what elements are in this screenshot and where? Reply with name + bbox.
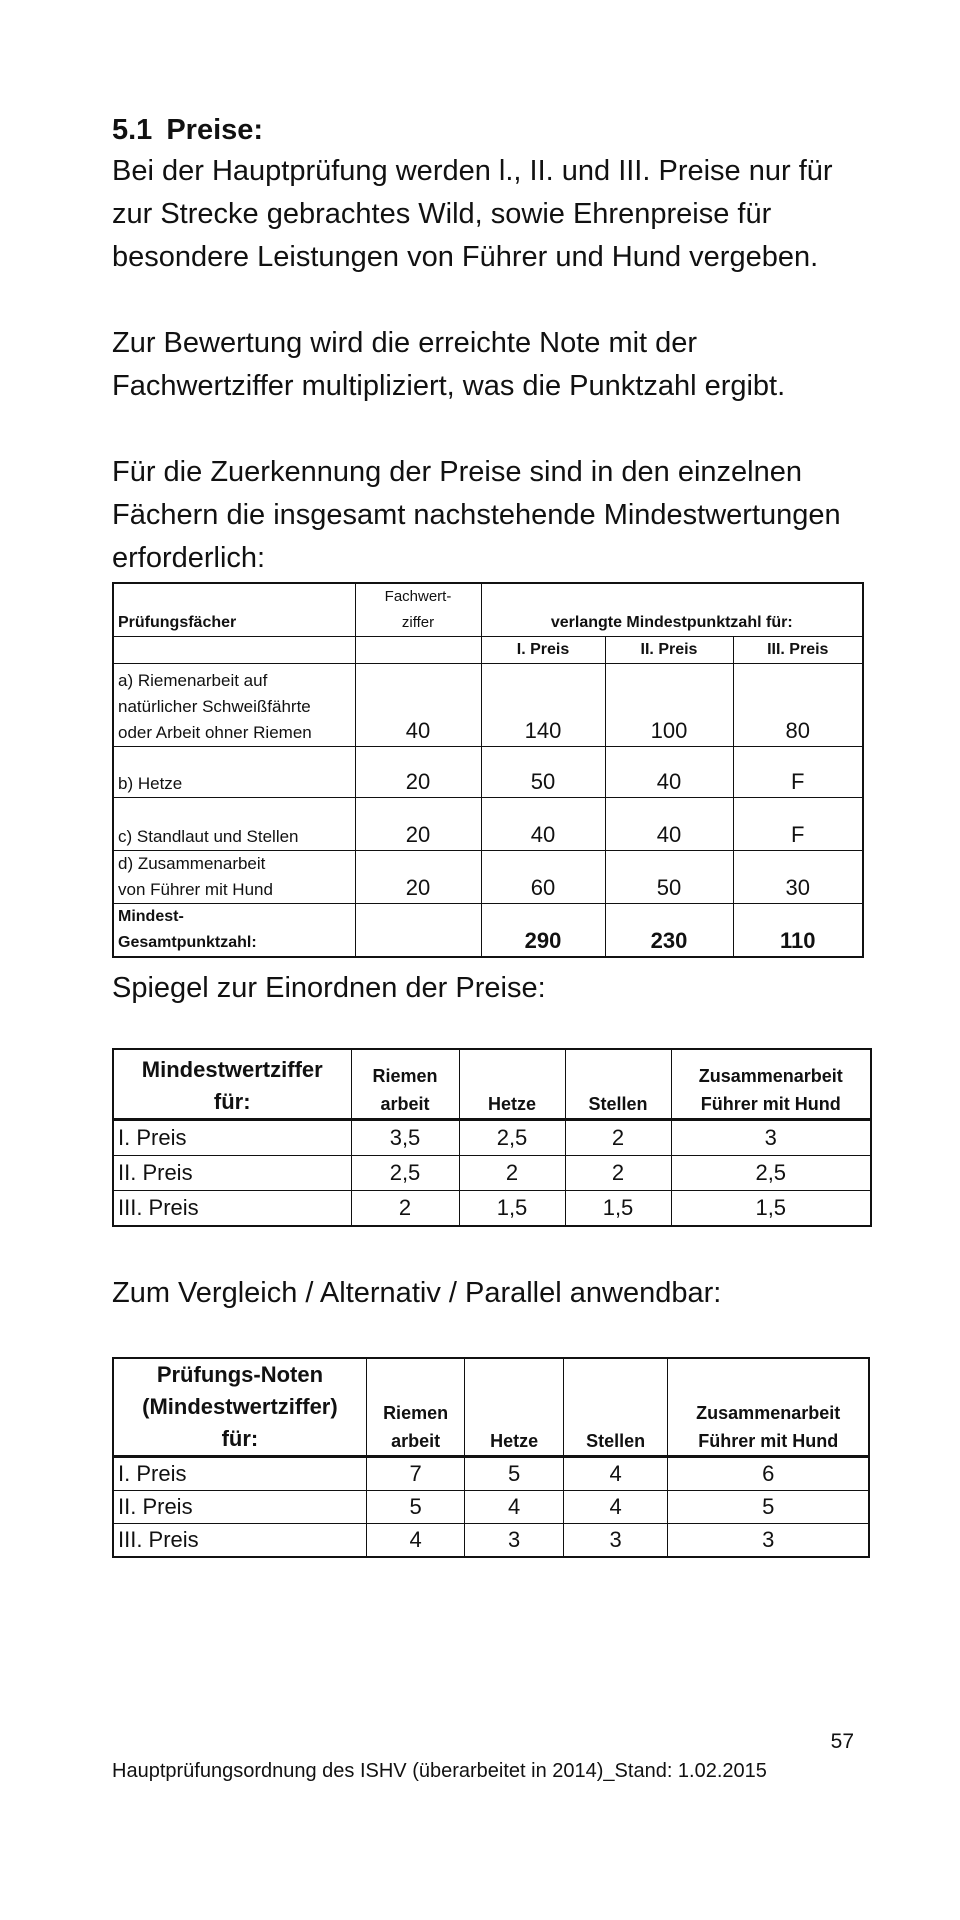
- empty-cell: [355, 904, 481, 958]
- row-label: I. Preis: [113, 1457, 366, 1491]
- table-row: [113, 1156, 871, 1191]
- header-line: für:: [213, 1089, 251, 1114]
- value-teamwork: 6: [668, 1457, 869, 1491]
- paragraph-requirements: Für die Zuerkennung der Preise sind in den einzelnen Fächern die insgesamt nachstehende Mindestwertungen erforderlich:: [112, 456, 841, 574]
- row-label: [113, 664, 355, 747]
- header-line: Prüfungs-Noten: [156, 1362, 324, 1387]
- header-leash-work: [351, 1049, 459, 1120]
- value-bay: 1,5: [565, 1191, 671, 1227]
- paragraph-evaluation: Zur Bewertung wird die erreichte Note mit der Fachwertziffer multipliziert, was die Punktzahl ergibt.: [112, 327, 786, 402]
- prize3-value: F: [733, 798, 863, 851]
- header-line: arbeit: [391, 1431, 441, 1451]
- value-chase: 3: [465, 1524, 564, 1558]
- row-label-line: von Führer mit Hund: [118, 880, 273, 899]
- factor-value: 20: [355, 798, 481, 851]
- total-label: [113, 904, 355, 958]
- value-chase: 1,5: [459, 1191, 565, 1227]
- prize1-value: 140: [481, 664, 605, 747]
- table-row: [113, 1191, 871, 1227]
- table-row: [113, 664, 863, 747]
- table-header-row: [113, 1049, 871, 1120]
- value-chase: 5: [465, 1457, 564, 1491]
- header-leash-work: [366, 1358, 465, 1457]
- total-prize3: 110: [733, 904, 863, 958]
- header-line: Zusammenarbeit: [698, 1066, 843, 1086]
- row-label-line: a) Riemenarbeit auf: [118, 671, 268, 690]
- total-label-line: Mindest-: [118, 908, 184, 925]
- table-row: [113, 851, 863, 904]
- prize2-value: 50: [605, 851, 733, 904]
- value-bay: 3: [563, 1524, 668, 1558]
- prize1-value: 40: [481, 798, 605, 851]
- table-row: [113, 1120, 871, 1156]
- row-label: II. Preis: [113, 1491, 366, 1524]
- page-number: 57: [830, 1730, 854, 1753]
- table-row: [113, 798, 863, 851]
- prize3-value: 80: [733, 664, 863, 747]
- exam-grades-table: [112, 1357, 870, 1558]
- value-leash: 2,5: [351, 1156, 459, 1191]
- value-leash: 3,5: [351, 1120, 459, 1156]
- header-bay: Stellen: [565, 1049, 671, 1120]
- table-total-row: [113, 904, 863, 958]
- row-label-line: natürlicher Schweißfährte: [118, 697, 311, 716]
- value-leash: 7: [366, 1457, 465, 1491]
- section-title: Preise:: [166, 114, 264, 146]
- paragraph-prizes: Bei der Hauptprüfung werden l., II. und III. Preise nur für zur Strecke gebrachtes Wild, sowie Ehrenpreise für besondere Leistungen von Führer und Hund vergeben.: [112, 155, 833, 273]
- footer-text: Hauptprüfungsordnung des ISHV (überarbeitet in 2014)_Stand: 1.02.2015: [112, 1760, 767, 1782]
- value-chase: 2,5: [459, 1120, 565, 1156]
- row-label-line: d) Zusammenarbeit: [118, 854, 266, 873]
- factor-value: 20: [355, 747, 481, 798]
- header-factor-line1: Fachwert-: [384, 588, 452, 605]
- header-line: Zusammenarbeit: [696, 1403, 841, 1423]
- table-subheader-row: [113, 637, 863, 664]
- header-min-factor: [113, 1049, 351, 1120]
- value-bay: 2: [565, 1156, 671, 1191]
- header-bay: Stellen: [563, 1358, 668, 1457]
- value-teamwork: 3: [671, 1120, 871, 1156]
- value-leash: 2: [351, 1191, 459, 1227]
- table-header-row: [113, 1358, 869, 1457]
- value-teamwork: 1,5: [671, 1191, 871, 1227]
- prize1-value: 50: [481, 747, 605, 798]
- row-label: [113, 851, 355, 904]
- factor-value: 20: [355, 851, 481, 904]
- header-prize-3: III. Preis: [733, 637, 863, 664]
- header-line: Mindestwertziffer: [141, 1057, 323, 1082]
- header-subjects: Prüfungsfächer: [113, 583, 355, 637]
- prize3-value: F: [733, 747, 863, 798]
- value-bay: 4: [563, 1491, 668, 1524]
- page-content: [112, 110, 872, 1558]
- section-heading: [112, 110, 872, 150]
- mirror-title: Spiegel zur Einordnen der Preise:: [112, 972, 546, 1004]
- table-row: [113, 747, 863, 798]
- header-line: (Mindestwertziffer): [142, 1394, 338, 1419]
- value-chase: 4: [465, 1491, 564, 1524]
- header-teamwork: [671, 1049, 871, 1120]
- prize2-value: 40: [605, 798, 733, 851]
- header-chase: Hetze: [459, 1049, 565, 1120]
- row-label-line: oder Arbeit ohner Riemen: [118, 723, 312, 742]
- total-prize1: 290: [481, 904, 605, 958]
- row-label: II. Preis: [113, 1156, 351, 1191]
- table-header-row: [113, 583, 863, 637]
- total-prize2: 230: [605, 904, 733, 958]
- table-row: [113, 1457, 869, 1491]
- value-bay: 4: [563, 1457, 668, 1491]
- header-line: Führer mit Hund: [698, 1431, 839, 1451]
- header-line: arbeit: [380, 1094, 430, 1114]
- value-leash: 5: [366, 1491, 465, 1524]
- header-line: für:: [221, 1426, 259, 1451]
- row-label: b) Hetze: [113, 747, 355, 798]
- header-line: Riemen: [383, 1403, 449, 1423]
- header-prize-1: I. Preis: [481, 637, 605, 664]
- value-bay: 2: [565, 1120, 671, 1156]
- section-number: 5.1: [112, 114, 153, 146]
- prize1-value: 60: [481, 851, 605, 904]
- value-leash: 4: [366, 1524, 465, 1558]
- header-prize-2: II. Preis: [605, 637, 733, 664]
- row-label: c) Standlaut und Stellen: [113, 798, 355, 851]
- factor-value: 40: [355, 664, 481, 747]
- value-teamwork: 5: [668, 1491, 869, 1524]
- row-label: I. Preis: [113, 1120, 351, 1156]
- value-chase: 2: [459, 1156, 565, 1191]
- value-teamwork: 3: [668, 1524, 869, 1558]
- prize2-value: 40: [605, 747, 733, 798]
- prize3-value: 30: [733, 851, 863, 904]
- header-factor: [355, 583, 481, 637]
- empty-cell: [355, 637, 481, 664]
- row-label: III. Preis: [113, 1191, 351, 1227]
- prize2-value: 100: [605, 664, 733, 747]
- empty-cell: [113, 637, 355, 664]
- header-exam-grades: [113, 1358, 366, 1457]
- header-line: Riemen: [372, 1066, 438, 1086]
- header-teamwork: [668, 1358, 869, 1457]
- total-label-line: Gesamtpunktzahl:: [118, 934, 257, 951]
- value-teamwork: 2,5: [671, 1156, 871, 1191]
- minimum-points-table: [112, 582, 864, 958]
- header-required-points: verlangte Mindestpunktzahl für:: [481, 583, 863, 637]
- row-label: III. Preis: [113, 1524, 366, 1558]
- table-row: [113, 1491, 869, 1524]
- minimum-factor-table: [112, 1048, 872, 1227]
- header-chase: Hetze: [465, 1358, 564, 1457]
- header-factor-line2: ziffer: [401, 614, 435, 631]
- table-row: [113, 1524, 869, 1558]
- compare-title: Zum Vergleich / Alternativ / Parallel anwendbar:: [112, 1277, 722, 1309]
- header-line: Führer mit Hund: [700, 1094, 841, 1114]
